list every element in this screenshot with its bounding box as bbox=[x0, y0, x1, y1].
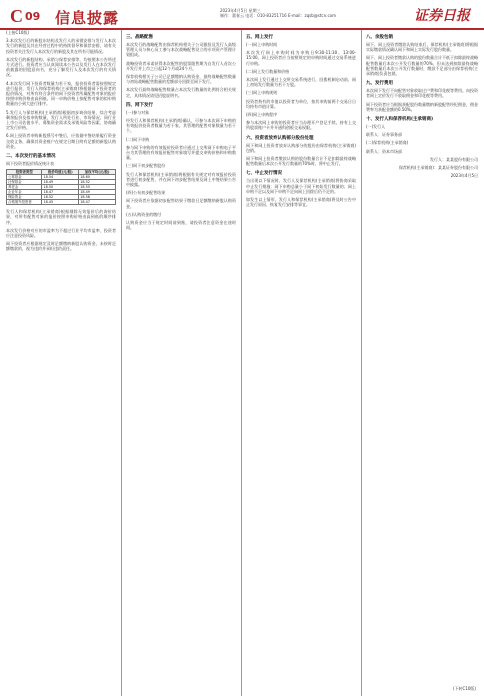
paragraph: (二)网上发行数量和价格 bbox=[246, 68, 290, 74]
paragraph: (五)认购资金的缴付 bbox=[126, 211, 162, 217]
continued-note: (下转C10版) bbox=[452, 686, 476, 691]
table-cell: 18.58 bbox=[79, 195, 116, 200]
paragraph: (一)发行人 bbox=[366, 124, 386, 130]
table-cell: 18.49 bbox=[79, 190, 116, 195]
section-heading: 十、发行人和保荐机构(主承销商) bbox=[366, 117, 434, 123]
signoff: 保荐机构(主承销商)：某某证券股份有限公司 bbox=[398, 165, 478, 171]
paragraph: 本次网下发行不向配售对象收取过户费和印花税等费用。向投资者网上定价发行不收取佣金和印花税等费用。 bbox=[366, 88, 478, 99]
table-cell: 18.52 bbox=[79, 180, 116, 185]
newspaper-logo: 证券日报 bbox=[414, 8, 470, 24]
header-date: 2023年4月5日 星期三 bbox=[220, 8, 261, 13]
page-header bbox=[0, 0, 484, 30]
paragraph: (四)公布初步配售结果 bbox=[126, 190, 166, 196]
paragraph: (一)网上申购时间 bbox=[246, 42, 278, 47]
table-cell: 18.47 bbox=[79, 200, 116, 205]
column-1 bbox=[6, 30, 116, 696]
paragraph: (三)网下初步配售股份 bbox=[126, 163, 166, 169]
table-cell: 企业年金 bbox=[7, 190, 42, 195]
page-number: 09 bbox=[25, 10, 41, 23]
paragraph: 6.网上投资者申购新股摇号中签后，应依据中签结果履行资金交收义务，确保其资金账户在规定日期日终有足额的新股认购资金。 bbox=[6, 133, 116, 149]
article-body bbox=[0, 30, 484, 696]
section-title: 信息披露 bbox=[55, 9, 120, 27]
table-cell: 18.45 bbox=[42, 200, 79, 205]
paragraph: 联系人：资本市场部 bbox=[366, 148, 402, 154]
paragraph: 本次发行最终战略配售数量占本次发行数量的比例符合相关规定，具体情况请见招股说明书。 bbox=[126, 87, 236, 98]
table-cell: 18.50 bbox=[42, 185, 79, 190]
table-cell: 18.55 bbox=[79, 185, 116, 190]
paragraph: (三)网上申购规则 bbox=[246, 90, 278, 96]
paragraph: 发行人和保荐机构(主承销商)将根据有关规定对有效报价投资者进行初步配售，并在网下初步配售结果及网上中签结果公告中披露。 bbox=[126, 171, 236, 188]
table-cell: 18.54 bbox=[42, 175, 79, 180]
section-heading: 八、余股包销 bbox=[366, 35, 393, 40]
column-divider bbox=[241, 30, 242, 696]
paragraph: 本次网上发行通过上交所交易系统进行，回拨机制启动前，网上初始发行数量为若干万股。 bbox=[246, 77, 356, 88]
column-3 bbox=[246, 30, 356, 696]
table-cell: 18.49 bbox=[42, 180, 79, 185]
paragraph: (二)网下申购 bbox=[126, 136, 150, 142]
paragraph: 联系人：证券事务部 bbox=[366, 132, 402, 138]
paragraph: 发行人和保荐机构(主承销商)根据剔除无效报价后的询价结果，对所有配售对象的报价按照申购价格由高到低的顺序排序。 bbox=[6, 209, 116, 225]
section-heading: 七、中止发行情况 bbox=[246, 171, 282, 177]
quote-table bbox=[6, 169, 116, 205]
paragraph: 网下、网上投资者缴款认购的股份数量合计不低于扣除最终战略配售数量后本次公开发行数量的70%，但未达到扣除最终战略配售数量后本次公开发行数量时，缴款不足部分由保荐机构(主承销商)负责包销。 bbox=[366, 55, 478, 77]
signoff-date: 2023年4月5日 bbox=[450, 173, 478, 179]
column-4 bbox=[366, 30, 478, 696]
column-divider bbox=[121, 30, 122, 696]
paragraph: 本次发行的新股结构、承销与保荐安排等，均按照本公告所述方式进行。投资者应当认真阅读本公告以及发行人在本次发行前披露的招股意向书，充分了解发行人及本次发行的有关情况。 bbox=[6, 56, 116, 78]
header-meta bbox=[220, 8, 336, 18]
header-contact: 制作：董春云 电话：010-83251716 E-mail：zqsb@stcn.com bbox=[220, 13, 336, 18]
paragraph: (一)参与对象 bbox=[126, 109, 150, 115]
paragraph: 如发生以上情形，发行人和保荐机构(主承销商)将及时公告中止发行原因、恢复发行安排等事宜。 bbox=[246, 197, 356, 208]
section-heading: 二、本次发行的基本情况 bbox=[6, 154, 56, 160]
paragraph: 网下投资者应当根据获配股份数量缴纳新股配售经纪佣金，佣金费率为获配金额的0.50%。 bbox=[366, 101, 478, 112]
paragraph: 投资者持有的市值以投资者为单位，按其申购前两个交易日日均持有市值计算。 bbox=[246, 98, 356, 109]
paragraph: 5.发行人与保荐机构(主承销商)根据初步询价结果，综合考虑剩余报价及拟申购数量、发行人所处行业、市场情况、同行业上市公司估值水平、募集资金需求及承销风险等因素，协商确定发行价格。 bbox=[6, 109, 116, 131]
paragraph: (上接C10版) bbox=[6, 30, 30, 35]
table-header-cell: 加权平均(元/股) bbox=[79, 170, 116, 175]
paragraph: 网下和网上投资者缴款认购的股份数量合计不足扣除最终战略配售数量后本次公开发行数量的70%时，将中止发行。 bbox=[246, 156, 356, 167]
section-heading: 四、网下发行 bbox=[126, 102, 153, 108]
column-2 bbox=[126, 30, 236, 696]
paragraph: 网下投资者应根据规定及时足额缴纳新股认购资金，未按时足额缴款的，视为违约并承担违约责任。 bbox=[6, 241, 116, 252]
table-header-row bbox=[7, 170, 116, 175]
paragraph: 网下和网上投资者放弃认购部分的股份由保荐机构(主承销商)包销。 bbox=[246, 142, 356, 153]
table-caption: 网下投资者报价情况统计表 bbox=[6, 161, 54, 167]
paragraph: 保荐机构相关子公司已足额缴纳认购资金，最终战略配售数量与初始战略配售数量的差额部分回拨至网下发行。 bbox=[126, 74, 236, 85]
signoff: 发行人：某某股份有限公司 bbox=[430, 156, 478, 162]
table-cell: 公募基金 bbox=[7, 175, 42, 180]
paragraph: 当出现以下情况时，发行人及保荐机构(主承销商)将协商采取中止发行措施：网下申购总量小于网下初始发行数量的；网上申购不足以及网下申购不足向网上回拨后仍不足的。 bbox=[246, 178, 356, 194]
paragraph: 参与本次网上申购的投资者应当办理开户登记手续，持有上交所股票账户卡并开通科创板交易权限。 bbox=[246, 120, 356, 131]
paragraph: 网下投资者应依据初步配售结果于缴款日足额缴纳新股认购资金。 bbox=[126, 198, 236, 209]
table-header-cell: 投资者类型 bbox=[7, 170, 42, 175]
table-header-cell: 报价均值(元/股) bbox=[42, 170, 79, 175]
paragraph: 3.本次发行后的新股东结构及发行人的承销安排与发行人本次发行的新股及其在经营过程中的持续督导和保荐安排，请有关投资者关注发行人本次发行的新股及其在所有可能情况。 bbox=[6, 38, 116, 54]
paragraph: 本次发行价格对应的市盈率为不超过行业平均市盈率，投资者应注意投资风险。 bbox=[6, 227, 116, 239]
paragraph: 参与网下申购的有效报价投资者应通过上交所网下申购电子平台为其管理的有效报价配售对象填写并提交申购价格和申购数量。 bbox=[126, 144, 236, 161]
column-divider bbox=[361, 30, 362, 696]
paragraph: 网下、网上投资者缴款认购结束后，保荐机构(主承销商)将根据实际缴款情况确认网下和网上实际发行股份数量。 bbox=[366, 42, 478, 53]
table-row bbox=[7, 200, 116, 205]
table-cell: 合格境外投资者 bbox=[7, 200, 42, 205]
section-heading: 三、战略配售 bbox=[126, 35, 153, 40]
table-cell: 18.52 bbox=[42, 195, 79, 200]
table-cell: 18.47 bbox=[42, 190, 79, 195]
table-cell: 18.60 bbox=[79, 175, 116, 180]
paragraph: (四)网上申购程序 bbox=[246, 112, 278, 118]
section-heading: 九、发行费用 bbox=[366, 81, 393, 87]
section-heading: 五、网上发行 bbox=[246, 35, 273, 40]
paragraph: 战略投资者承诺获得本次配售的股票限售期为自发行人首次公开发行并上市之日起12个月或24个月。 bbox=[126, 60, 236, 71]
paragraph: 经发行人和保荐机构(主承销商)确认，可参与本次网下申购的有效报价投资者数量为若干家，其管理的配售对象数量为若干个。 bbox=[126, 118, 236, 134]
table-cell: 保险资金 bbox=[7, 195, 42, 200]
paragraph: 本次发行网上申购时间为申购日9:30-11:30、13:00-15:00。网上投资者应当按照规定的申购时间通过交易系统进行申购。 bbox=[246, 50, 356, 66]
paragraph: 认购资金应当于规定时间前到账，请投资者注意资金在途时间。 bbox=[126, 220, 236, 231]
table-cell: 养老金 bbox=[7, 185, 42, 190]
section-heading: 六、投资者放弃认购部分股份处理 bbox=[246, 135, 314, 141]
brand-letter: C bbox=[10, 6, 23, 26]
paragraph: (二)保荐机构(主承销商) bbox=[366, 140, 409, 146]
paragraph: 本次发行的战略配售由保荐机构相关子公司跟投及发行人高级管理人员与核心员工参与本次战略配售设立的专项资产管理计划组成。 bbox=[126, 42, 236, 58]
table-cell: 社保基金 bbox=[7, 180, 42, 185]
paragraph: 4.本次发行网下投资者数量为若干家，报价投资者需按照规定进行报价，发行人和保荐机构(主承销商)将根据网下投资者的报价情况，对所有符合条件的网下投资者所属配售对象的报价按照申购价格由高到低、同一申购价格上按配售对象的拟申购数量由小到大进行排序。 bbox=[6, 80, 116, 107]
